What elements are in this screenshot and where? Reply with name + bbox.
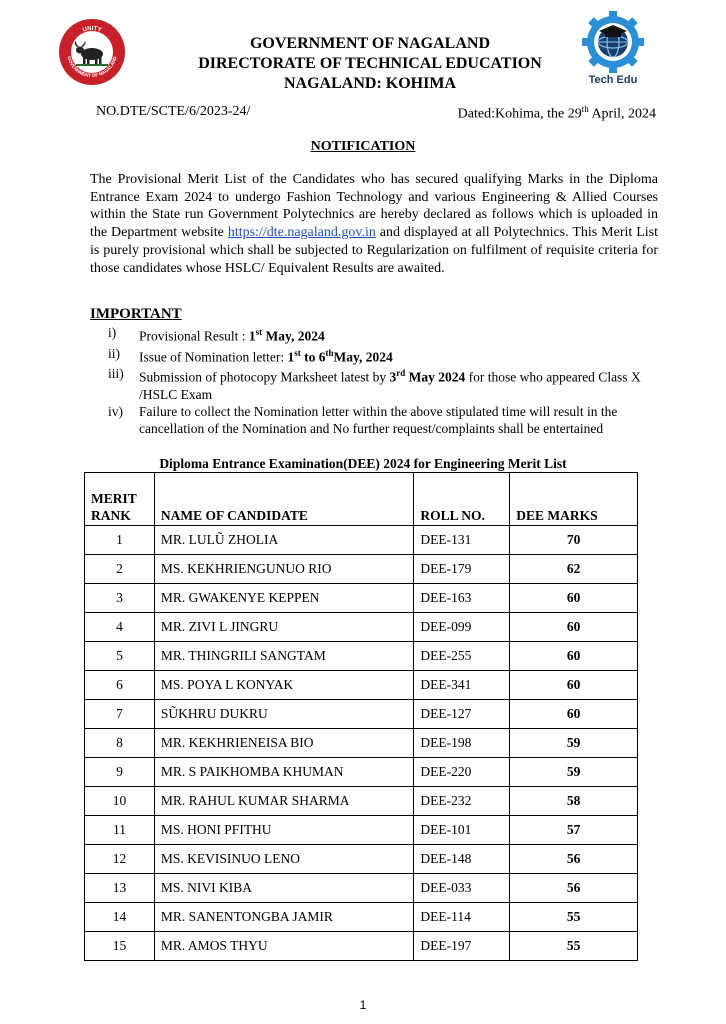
cell-roll-no: DEE-255 [414,642,510,671]
table-row [85,613,638,642]
cell-roll-no: DEE-101 [414,816,510,845]
cell-roll-no: DEE-198 [414,729,510,758]
cell-candidate-name: MS. POYA L KONYAK [154,671,414,700]
cell-dee-marks: 60 [510,642,638,671]
cell-rank: 4 [85,613,155,642]
table-row [85,729,638,758]
gear-globe-icon [578,10,648,74]
important-item: i) Provisional Result : 1st May, 2024 [108,325,325,344]
notification-body: The Provisional Merit List of the Candidates who has secured qualifying Marks in the Diploma Entrance Exam 2024 to undergo Fashion Technology and various Engineering & Allied Courses within the State run Government Polytechnics are hereby declared as follows which is uploaded in the Department website https://dte.nagaland.gov.in and displayed at all Polytechnics. This Merit List is purely provisional which shall be subjected to Regularization on fulfilment of requisite criteria for those candidates whose HSLC/ Equivalent Results are awaited. [90,172,659,276]
cell-candidate-name: MR. RAHUL KUMAR SHARMA [154,787,414,816]
table-row [85,700,638,729]
header-dee-marks: DEE MARKS [510,473,638,526]
cell-dee-marks: 56 [510,874,638,903]
cell-candidate-name: MS. HONI PFITHU [154,816,414,845]
cell-rank: 13 [85,874,155,903]
title-line-directorate: DIRECTORATE OF TECHNICAL EDUCATION [198,55,542,72]
tech-edu-logo [578,10,648,90]
cell-dee-marks: 59 [510,729,638,758]
cell-candidate-name: MR. ZIVI L JINGRU [154,613,414,642]
table-row [85,671,638,700]
issue-date: Dated:Kohima, the 29th April, 2024 [457,104,656,122]
table-row [85,555,638,584]
header-roll-no: ROLL NO. [414,473,510,526]
cell-candidate-name: MS. NIVI KIBA [154,874,414,903]
cell-dee-marks: 56 [510,845,638,874]
cell-rank: 14 [85,903,155,932]
important-list [108,324,648,437]
cell-dee-marks: 60 [510,613,638,642]
cell-roll-no: DEE-220 [414,758,510,787]
cell-rank: 8 [85,729,155,758]
cell-rank: 5 [85,642,155,671]
cell-dee-marks: 55 [510,903,638,932]
cell-roll-no: DEE-033 [414,874,510,903]
important-item: ii) Issue of Nomination letter: 1st to 6thMay, 2024 [108,345,393,364]
letterhead [0,0,726,100]
cell-rank: 12 [85,845,155,874]
cell-dee-marks: 59 [510,758,638,787]
cell-rank: 2 [85,555,155,584]
cell-roll-no: DEE-232 [414,787,510,816]
cell-dee-marks: 62 [510,555,638,584]
table-row [85,845,638,874]
important-heading: IMPORTANT [90,306,182,322]
cell-candidate-name: MR. AMOS THYU [154,932,414,961]
tech-edu-label: Tech Edu [588,74,638,86]
department-website-link[interactable]: https://dte.nagaland.gov.in [227,225,376,241]
table-row [85,903,638,932]
cell-rank: 3 [85,584,155,613]
cell-candidate-name: MS. KEKHRIENGUNUO RIO [154,555,414,584]
header-candidate-name: NAME OF CANDIDATE [154,473,414,526]
cell-rank: 15 [85,932,155,961]
important-item: iv) Failure to collect the Nomination letter within the above stipulated time will result in the cancellation of the Nomination and No further request/complaints shall be entertained [108,403,618,436]
seal-text-bottom: GOVERNMENT OF NAGALAND [66,55,118,79]
cell-roll-no: DEE-179 [414,555,510,584]
cell-candidate-name: SŨKHRU DUKRU [154,700,414,729]
cell-dee-marks: 60 [510,671,638,700]
cell-rank: 11 [85,816,155,845]
merit-list-table [84,472,638,961]
cell-rank: 6 [85,671,155,700]
cell-candidate-name: MS. KEVISINUO LENO [154,845,414,874]
cell-roll-no: DEE-114 [414,903,510,932]
header-merit-rank: MERIT RANK [85,473,155,526]
title-line-government: GOVERNMENT OF NAGALAND [249,35,490,52]
nagaland-seal-logo [58,18,126,86]
cell-roll-no: DEE-127 [414,700,510,729]
table-row [85,874,638,903]
cell-candidate-name: MR. THINGRILI SANGTAM [154,642,414,671]
table-row [85,932,638,961]
cell-candidate-name: MR. SANENTONGBA JAMIR [154,903,414,932]
table-row [85,758,638,787]
cell-dee-marks: 60 [510,700,638,729]
cell-dee-marks: 58 [510,787,638,816]
department-title [160,34,580,94]
reference-number: NO.DTE/SCTE/6/2023-24/ [96,104,251,119]
table-row [85,787,638,816]
cell-roll-no: DEE-163 [414,584,510,613]
cell-roll-no: DEE-341 [414,671,510,700]
merit-list-body [85,526,638,961]
table-row [85,816,638,845]
cell-roll-no: DEE-131 [414,526,510,555]
cell-dee-marks: 57 [510,816,638,845]
cell-candidate-name: MR. S PAIKHOMBA KHUMAN [154,758,414,787]
cell-dee-marks: 60 [510,584,638,613]
cell-roll-no: DEE-099 [414,613,510,642]
table-row [85,584,638,613]
cell-candidate-name: MR. GWAKENYE KEPPEN [154,584,414,613]
notification-heading: NOTIFICATION [310,139,416,154]
cell-rank: 9 [85,758,155,787]
cell-rank: 10 [85,787,155,816]
cell-candidate-name: MR. LULŨ ZHOLIA [154,526,414,555]
table-row [85,642,638,671]
cell-roll-no: DEE-148 [414,845,510,874]
merit-list-caption: Diploma Entrance Examination(DEE) 2024 for Engineering Merit List [159,456,567,471]
important-item: iii) Submission of photocopy Marksheet latest by 3rd May 2024 for those who appeared Class X /HSLC Exam [108,366,641,402]
title-line-location: NAGALAND: KOHIMA [284,75,456,92]
cell-rank: 7 [85,700,155,729]
cell-dee-marks: 55 [510,932,638,961]
table-row [85,526,638,555]
cell-dee-marks: 70 [510,526,638,555]
cell-roll-no: DEE-197 [414,932,510,961]
page-number: 1 [359,998,367,1012]
table-header-row [85,473,638,526]
seal-text-top: UNITY [81,25,103,34]
cell-candidate-name: MR. KEKHRIENEISA BIO [154,729,414,758]
cell-rank: 1 [85,526,155,555]
